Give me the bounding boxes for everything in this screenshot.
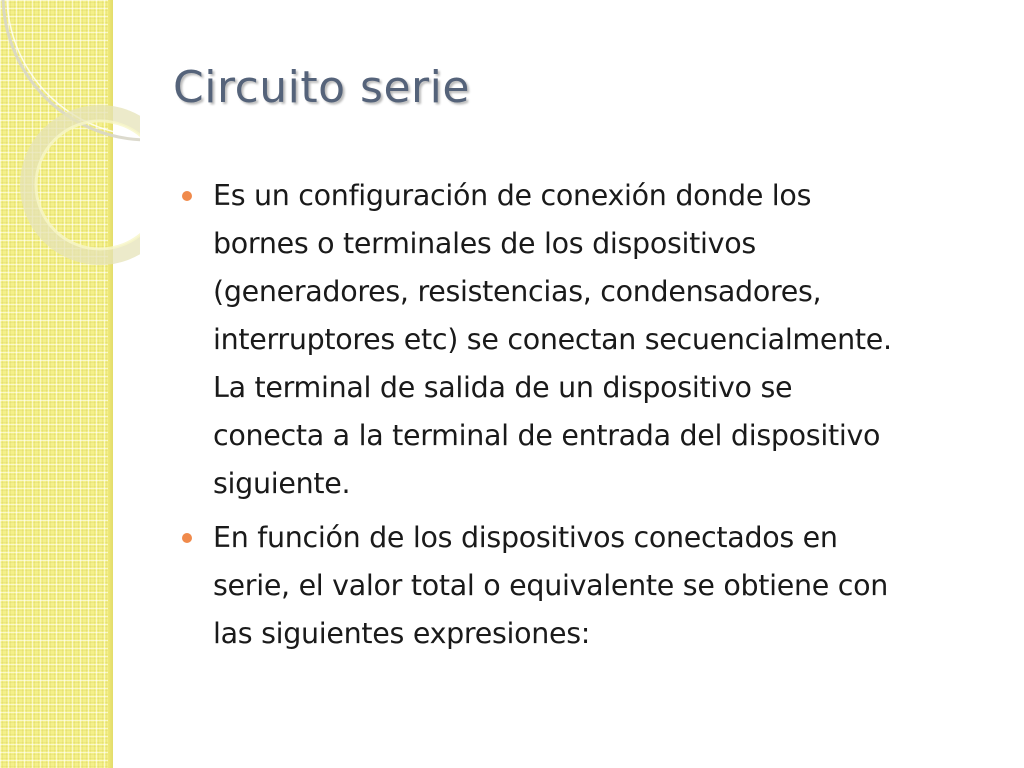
bullet-text-line: interruptores etc) se conectan secuencialmente. [213,323,892,356]
slide-title: Circuito serie [173,62,470,113]
bullet-text-line: bornes o terminales de los dispositivos [213,227,756,260]
bullet-list [180,172,1000,664]
bullet-text-line: La terminal de salida de un dispositivo se [213,371,793,404]
bullet-item [180,172,1000,508]
bullet-text-line: En función de los dispositivos conectados en [213,521,838,554]
bullet-text-line: serie, el valor total o equivalente se obtiene con [213,569,889,602]
bullet-text-line: conecta a la terminal de entrada del dispositivo [213,419,881,452]
bullet-item [180,514,1000,658]
bullet-text-line: las siguientes expresiones: [213,617,591,650]
bullet-text-line: Es un configuración de conexión donde los [213,179,812,212]
bullet-text-line: (generadores, resistencias, condensadores, [213,275,822,308]
bullet-text-line: siguiente. [213,467,351,500]
decorative-circles [0,0,140,300]
bullet-dot-icon [182,533,192,543]
bullet-dot-icon [182,191,192,201]
